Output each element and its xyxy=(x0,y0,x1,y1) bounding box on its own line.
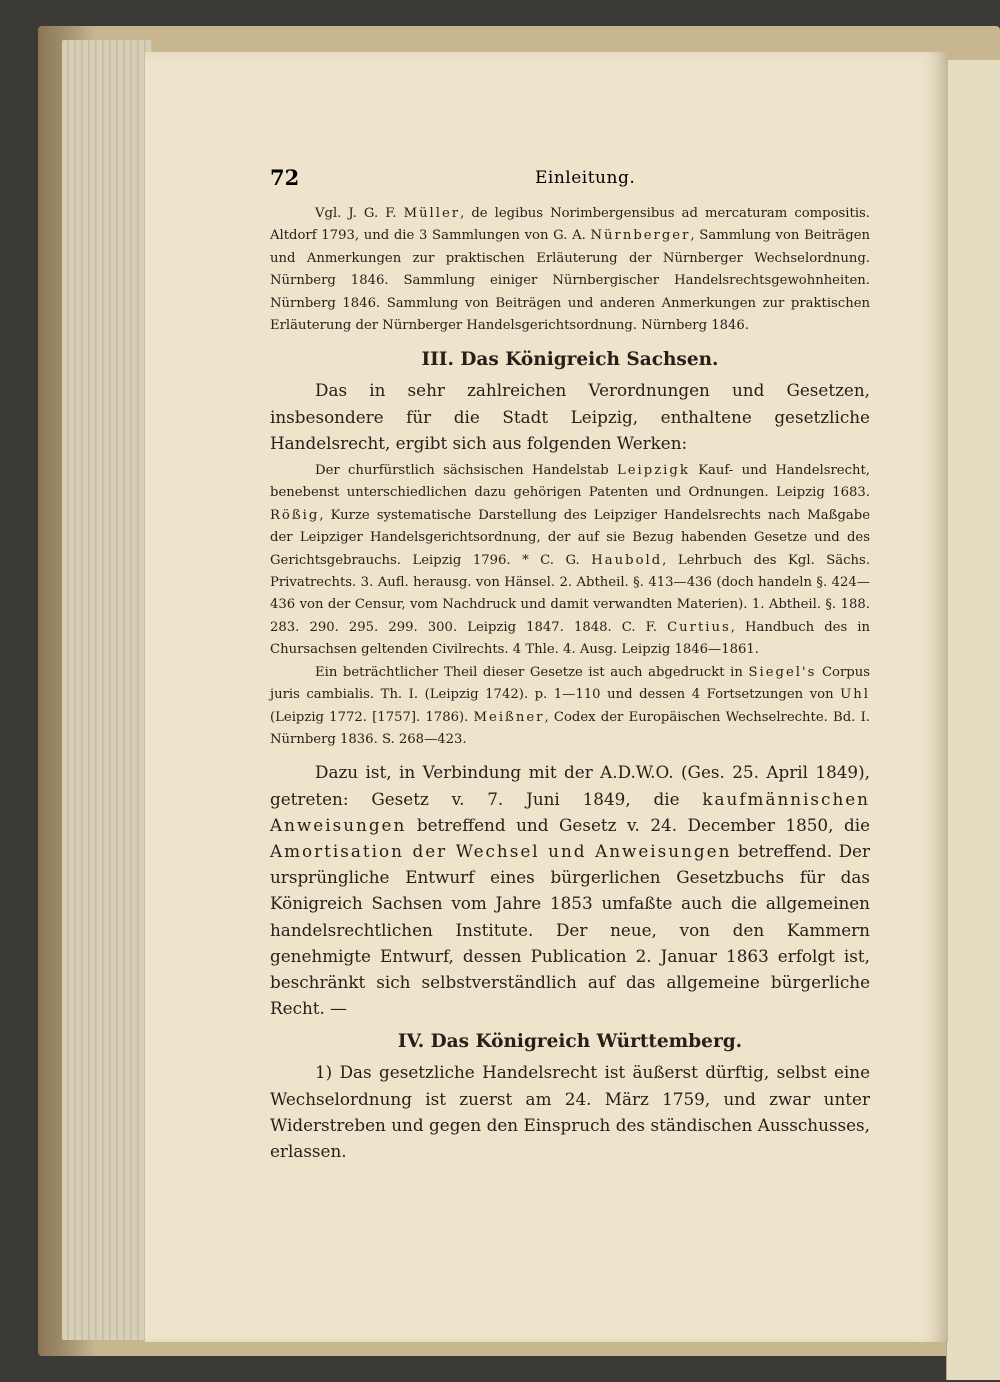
reference-paragraph xyxy=(270,460,870,662)
body-paragraph xyxy=(270,759,870,1021)
page-number: 72 xyxy=(270,165,300,190)
text-run: (Leipzig 1772. [1757]. 1786). xyxy=(270,709,474,725)
place-name: Leipzigk xyxy=(617,463,690,479)
reference-paragraph xyxy=(270,203,870,337)
text-run: , Handbuch des in Chursachsen geltenden Civilrechts. 4 Thle. 4. Ausg. Leipzig 1846—1861. xyxy=(270,619,871,658)
text-run: , Codex der Europäischen Wechselrechte. Bd. I. Nürnberg 1836. S. 268—423. xyxy=(270,709,870,747)
running-title: Einleitung. xyxy=(535,168,636,188)
body-paragraph: Das in sehr zahlreichen Verordnungen und Gesetzen, insbesondere für die Stadt Leipzig, enthaltene gesetzliche Handelsrecht, ergibt sich aus folgenden Werken: xyxy=(270,380,870,453)
author-name: Rößig xyxy=(270,507,320,523)
text-run: Dazu ist, in Verbindung mit der A.D.W.O. (Ges. 25. April 1849), getreten: Gesetz v. 7. Juni 1849, die xyxy=(270,762,870,809)
text-run: , Sammlung von Beiträgen und Anmerkungen zur praktischen Erläuterung der Nürnberger Wechselordnung. Nürnberg 1846. Sammlung einiger Nürnbergischer Handelsrechtsgewohnheiten. Nürnberg 1846. Sammlung von Beiträgen und anderen Anmerkungen zur praktischen Erläuterung der Nürnberger Handelsgerichtsordnung. Nürnberg 1846. xyxy=(270,228,871,334)
author-name: Siegel's xyxy=(748,664,817,680)
text-run: Vgl. J. G. F. xyxy=(315,206,404,221)
text-run: Ein beträchtlicher Theil dieser Gesetze ist auch abgedruckt in xyxy=(315,664,749,680)
text-run: Kauf- und Handelsrecht, benebenst unterschiedlichen dazu gehörigen Patenten und Ordnungen. Leipzig 1683. xyxy=(270,463,870,501)
body-paragraph: 1) Das gesetzliche Handelsrecht ist äußerst dürftig, selbst eine Wechselordnung ist zuerst am 24. März 1759, und zwar unter Widerstreben und gegen den Einspruch des ständischen Ausschusses, erlassen. xyxy=(270,1062,870,1161)
text-run: Der churfürstlich sächsischen Handelstab xyxy=(315,463,617,479)
page-header xyxy=(270,165,870,195)
author-name: Nürnberger xyxy=(590,228,691,244)
author-name: Curtius xyxy=(667,619,731,635)
reference-paragraph xyxy=(270,662,870,752)
author-name: Müller xyxy=(403,206,461,221)
text-run: , de legibus Norimbergensibus ad mercaturam compositis. Altdorf 1793, und die 3 Sammlungen von G. A. xyxy=(270,206,870,244)
emphasized-text: kaufmännischen Anweisungen xyxy=(270,788,870,835)
section-heading: IV. Das Königreich Württemberg. xyxy=(397,1031,743,1053)
text-run: betreffend. Der ursprüngliche Entwurf eines bürgerlichen Gesetzbuchs für das Königreich Sachsen vom Jahre 1853 umfaßte auch die allgemeinen handelsrechtlichen Institute. Der neue, von den Kammern genehmigte Entwurf, dessen Publication 2. Januar 1863 erfolgt ist, beschränkt sich selbstverständlich auf das allgemeine bürgerliche Recht. — xyxy=(270,840,870,1019)
text-run: , Lehrbuch des Kgl. Sächs. Privatrechts. 3. Aufl. herausg. von Hänsel. 2. Abtheil. §. 413—436 (doch handeln §. 424—436 von der Censur, vom Nachdruck und damit verwandten Materien). 1. Abtheil. §. 188. 283. 290. 295. 299. 300. Leipzig 1847. 1848. C. F. xyxy=(270,552,871,635)
text-run: betreffend und Gesetz v. 24. December 1850, die xyxy=(406,814,870,835)
author-name: Haubold xyxy=(591,552,663,568)
text-run: Corpus juris cambialis. Th. I. (Leipzig 1742). p. 1—110 und dessen 4 Fortsetzungen von xyxy=(270,664,870,703)
facing-page xyxy=(946,60,1000,1380)
page-edges xyxy=(62,40,152,1340)
emphasized-text: Amortisation der Wechsel und Anweisungen xyxy=(270,840,732,861)
text-run: , Kurze systematische Darstellung des Leipziger Handelsrechts nach Maßgabe der Leipziger Handelsgerichtsordnung, der auf sie Bezug habenden Gesetze und des Gerichtsgebrauchs. Leipzig 1796. * C. G. xyxy=(270,507,870,568)
page-content xyxy=(270,203,870,1164)
author-name: Uhl xyxy=(840,687,870,703)
author-name: Meißner xyxy=(473,709,545,725)
section-heading: III. Das Königreich Sachsen. xyxy=(421,349,719,371)
